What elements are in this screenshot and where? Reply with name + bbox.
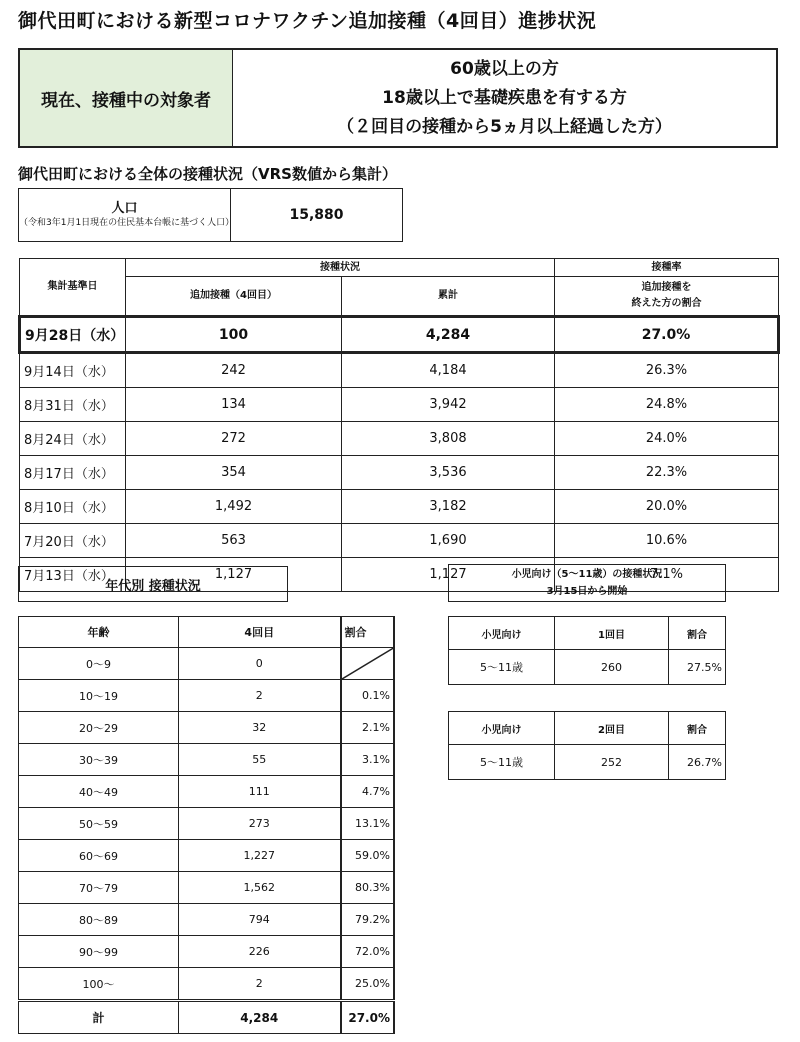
age-header-age: 年齢: [19, 617, 179, 648]
age-dose4-cell: 1,562: [179, 872, 341, 904]
child-group: 5～11歳: [449, 650, 555, 685]
progress-rate-cell: 22.3%: [555, 456, 779, 490]
age-age-cell: 60～69: [19, 840, 179, 872]
progress-date-cell: 8月10日（水）: [20, 490, 126, 524]
age-age-cell: 30～39: [19, 744, 179, 776]
population-note: （令和3年1月1日現在の住民基本台帳に基づく人口）: [19, 217, 235, 228]
progress-additional-cell: 563: [126, 524, 342, 558]
age-ratio-cell: 3.1%: [341, 744, 395, 776]
age-ratio-cell: 2.1%: [341, 712, 395, 744]
age-row: [19, 936, 395, 968]
progress-additional-cell: 134: [126, 388, 342, 422]
header-date: 集計基準日: [20, 259, 126, 317]
progress-cumulative-cell: 1,127: [342, 558, 555, 592]
progress-row: [20, 422, 779, 456]
age-dose4-cell: 1,227: [179, 840, 341, 872]
progress-cumulative-cell: 4,284: [342, 317, 555, 353]
progress-cumulative-cell: 3,536: [342, 456, 555, 490]
age-dose4-cell: 55: [179, 744, 341, 776]
age-ratio-cell: 80.3%: [341, 872, 395, 904]
age-row: [19, 808, 395, 840]
age-row: [19, 840, 395, 872]
target-group-label: 現在、接種中の対象者: [20, 50, 233, 146]
progress-row: [20, 456, 779, 490]
progress-cumulative-cell: 4,184: [342, 353, 555, 388]
progress-date-cell: 8月24日（水）: [20, 422, 126, 456]
progress-row: [20, 524, 779, 558]
age-row: [19, 904, 395, 936]
age-dose4-cell: 111: [179, 776, 341, 808]
age-row: [19, 744, 395, 776]
page-title: 御代田町における新型コロナワクチン追加接種（4回目）進捗状況: [18, 10, 597, 32]
child-heading-line: 3月15日から開始: [546, 586, 628, 597]
age-age-cell: 20～29: [19, 712, 179, 744]
progress-row: [20, 388, 779, 422]
age-ratio-cell: 4.7%: [341, 776, 395, 808]
age-age-cell: 100～: [19, 968, 179, 1001]
child-ratio: 27.5%: [669, 650, 726, 685]
age-total-label: 計: [19, 1001, 179, 1034]
progress-row: [20, 490, 779, 524]
progress-rate-cell: 20.0%: [555, 490, 779, 524]
header-rate-sub: [555, 277, 779, 317]
progress-date-cell: 7月20日（水）: [20, 524, 126, 558]
age-age-cell: 70～79: [19, 872, 179, 904]
header-additional: 追加接種（4回目）: [126, 277, 342, 317]
header-status: 接種状況: [126, 259, 555, 277]
progress-additional-cell: 100: [126, 317, 342, 353]
age-ratio-cell: 25.0%: [341, 968, 395, 1001]
child-heading: [448, 564, 726, 602]
progress-rate-cell: 10.6%: [555, 524, 779, 558]
child-header-ratio: 割合: [669, 712, 726, 745]
child-value: 260: [555, 650, 669, 685]
progress-rate-cell: 24.8%: [555, 388, 779, 422]
child-header-dose: 2回目: [555, 712, 669, 745]
age-ratio-cell: 13.1%: [341, 808, 395, 840]
progress-rate-cell: 27.0%: [555, 317, 779, 353]
age-ratio-cell: 59.0%: [341, 840, 395, 872]
progress-additional-cell: 242: [126, 353, 342, 388]
child-header-dose: 1回目: [555, 617, 669, 650]
progress-date-cell: 7月13日（水）: [20, 558, 126, 592]
progress-rate-cell: 24.0%: [555, 422, 779, 456]
age-dose4-cell: 2: [179, 680, 341, 712]
age-row: [19, 968, 395, 1001]
progress-additional-cell: 354: [126, 456, 342, 490]
age-age-cell: 0～9: [19, 648, 179, 680]
target-line: 18歳以上で基礎疾患を有する方: [382, 87, 627, 108]
age-header-ratio: 割合: [341, 617, 395, 648]
age-age-cell: 10～19: [19, 680, 179, 712]
progress-cumulative-cell: 3,182: [342, 490, 555, 524]
progress-additional-cell: 272: [126, 422, 342, 456]
progress-date-cell: 8月17日（水）: [20, 456, 126, 490]
progress-cumulative-cell: 3,942: [342, 388, 555, 422]
population-label-cell: [19, 189, 235, 242]
progress-row: [20, 353, 779, 388]
progress-cumulative-cell: 1,690: [342, 524, 555, 558]
progress-date-cell: 8月31日（水）: [20, 388, 126, 422]
child-header-ratio: 割合: [669, 617, 726, 650]
age-age-cell: 40～49: [19, 776, 179, 808]
age-ratio-cell: 72.0%: [341, 936, 395, 968]
age-table: [18, 616, 395, 1034]
population-label: 人口: [111, 200, 138, 216]
age-total-ratio: 27.0%: [341, 1001, 395, 1034]
age-dose4-cell: 794: [179, 904, 341, 936]
header-rate: 接種率: [555, 259, 779, 277]
age-age-cell: 50～59: [19, 808, 179, 840]
age-row: [19, 680, 395, 712]
age-heading: 年代別 接種状況: [18, 566, 288, 602]
child-group: 5～11歳: [449, 745, 555, 780]
age-total-dose4: 4,284: [179, 1001, 341, 1034]
age-dose4-cell: 273: [179, 808, 341, 840]
child-ratio: 26.7%: [669, 745, 726, 780]
age-dose4-cell: 32: [179, 712, 341, 744]
population-table: [18, 188, 403, 242]
header-rate-sub-line: 終えた方の割合: [631, 298, 702, 309]
age-dose4-cell: 226: [179, 936, 341, 968]
age-row: [19, 712, 395, 744]
age-ratio-cell: 0.1%: [341, 680, 395, 712]
header-rate-sub-line: 追加接種を: [641, 282, 692, 293]
child-header-group: 小児向け: [449, 617, 555, 650]
target-line: 60歳以上の方: [450, 58, 559, 79]
progress-date-cell: 9月28日（水）: [20, 317, 126, 353]
progress-cumulative-cell: 3,808: [342, 422, 555, 456]
age-ratio-cell: 79.2%: [341, 904, 395, 936]
header-cumulative: 累計: [342, 277, 555, 317]
progress-table: [18, 258, 780, 592]
child-heading-line: 小児向け（5～11歳）の接種状況: [511, 569, 663, 580]
age-age-cell: 80～89: [19, 904, 179, 936]
age-row: [19, 648, 395, 680]
target-group-lines: [233, 50, 776, 146]
progress-rate-cell: 26.3%: [555, 353, 779, 388]
age-dose4-cell: 2: [179, 968, 341, 1001]
age-ratio-empty-slash: [341, 648, 395, 680]
age-header-dose4: 4回目: [179, 617, 341, 648]
progress-date-cell: 9月14日（水）: [20, 353, 126, 388]
age-row: [19, 776, 395, 808]
age-dose4-cell: 0: [179, 648, 341, 680]
progress-rate-cell: 7.1%: [555, 558, 779, 592]
age-row: [19, 872, 395, 904]
child-header-group: 小児向け: [449, 712, 555, 745]
progress-additional-cell: 1,492: [126, 490, 342, 524]
age-age-cell: 90～99: [19, 936, 179, 968]
progress-row: [20, 317, 779, 353]
child-value: 252: [555, 745, 669, 780]
overall-heading: 御代田町における全体の接種状況（VRS数値から集計）: [18, 165, 397, 183]
child-dose2-table: [448, 711, 726, 780]
target-group-box: [18, 48, 778, 148]
child-dose1-table: [448, 616, 726, 685]
progress-additional-cell: 1,127: [126, 558, 342, 592]
population-value: 15,880: [231, 189, 403, 242]
target-line: （２回目の接種から5ヵ月以上経過した方）: [337, 116, 672, 137]
